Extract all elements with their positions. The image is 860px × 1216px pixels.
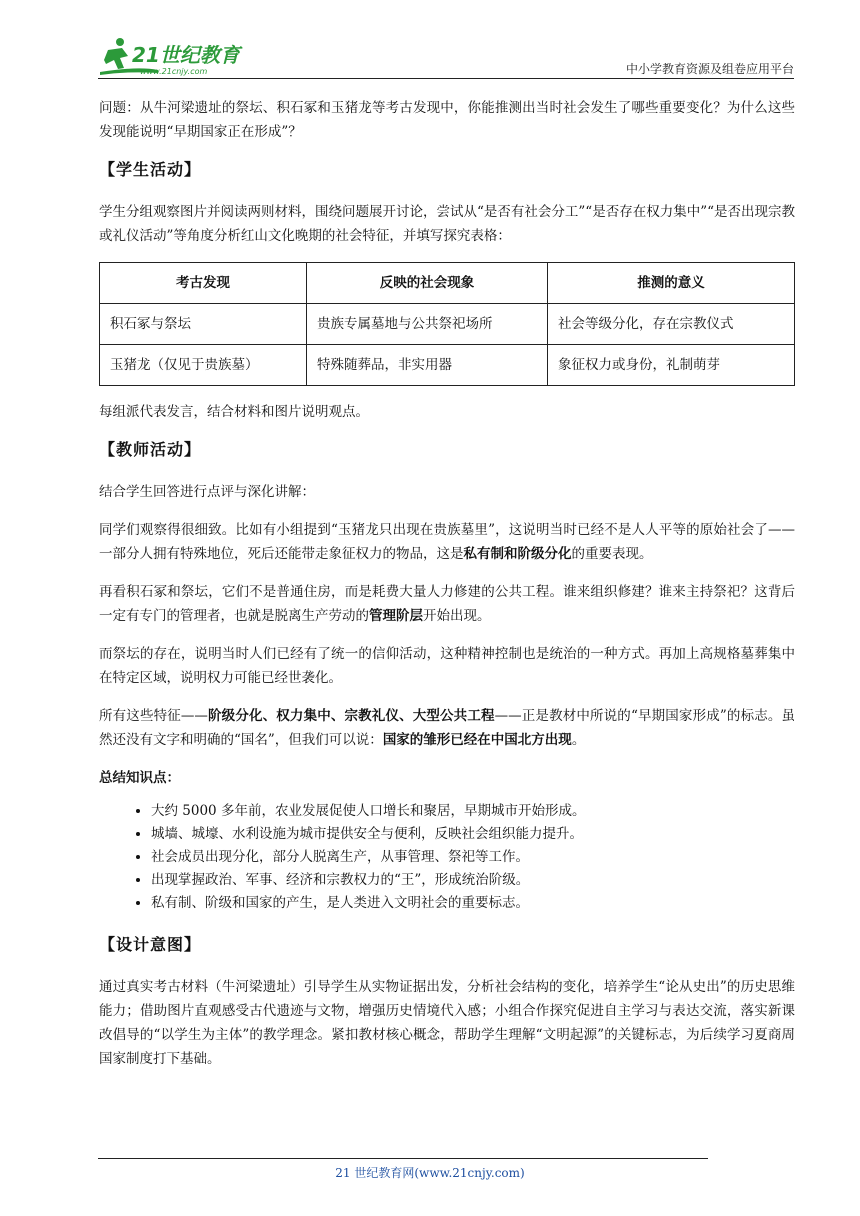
list-item: • 城墙、城壕、水利设施为城市提供安全与便利，反映社会组织能力提升。 — [151, 823, 795, 846]
text-run: 。 — [571, 732, 586, 748]
emphasis-text: 私有制和阶级分化 — [463, 546, 572, 562]
student-activity-text: 学生分组观察图片并阅读两则材料，围绕问题展开讨论，尝试从“是否有社会分工”“是否存在权力集中”“是否出现宗教或礼仪活动”等角度分析红山文化晚期的社会特征，并填写探究表格： — [99, 204, 796, 244]
table-cell: 社会等级分化，存在宗教仪式 — [548, 304, 795, 345]
design-intent-text: 通过真实考古材料（牛河梁遗址）引导学生从实物证据出发，分析社会结构的变化，培养学生“论从史出”的历史思维能力；借助图片直观感受古代遗迹与文物，增强历史情境代入感；小组合作探究促进自主学习与表达交流，落实新课改倡导的“以学生为主体”的教学理念。紧扣教材核心概念，帮助学生理解“文明起源”的关键标志，为后续学习夏商周国家制度打下基础。 — [99, 979, 795, 1067]
teacher-paragraph-4 — [99, 704, 795, 752]
emphasis-text: 阶级分化、权力集中、宗教礼仪、大型公共工程 — [207, 708, 495, 724]
intro-question: 问题：从牛河梁遗址的祭坛、积石冢和玉猪龙等考古发现中，你能推测出当时社会发生了哪些重要变化？为什么这些发现能说明“早期国家正在形成”？ — [99, 100, 795, 140]
table-cell: 象征权力或身份，礼制萌芽 — [548, 345, 795, 386]
list-item: • 社会成员出现分化，部分人脱离生产，从事管理、祭祀等工作。 — [151, 846, 795, 869]
table-header-cell: 推测的意义 — [548, 263, 795, 304]
table-cell: 积石冢与祭坛 — [100, 304, 307, 345]
student-activity-after: 每组派代表发言，结合材料和图片说明观点。 — [99, 404, 369, 420]
text-run: ——正是教材中所说的“早期国家形成”的标志。虽然还没有文字和明确的“国名”，但我们可以说： — [99, 708, 796, 748]
footer-link[interactable]: 21 世纪教育网(www.21cnjy.com) — [335, 1166, 525, 1180]
summary-title: 总结知识点： — [99, 770, 180, 786]
teacher-paragraph-3: 而祭坛的存在，说明当时人们已经有了统一的信仰活动，这种精神控制也是统治的一种方式。再加上高规格墓葬集中在特定区域，说明权力可能已经世袭化。 — [99, 646, 795, 686]
table-row — [100, 304, 795, 345]
teacher-activity-heading: 【教师活动】 — [99, 440, 202, 459]
svg-text:www.21cnjy.com: www.21cnjy.com — [140, 67, 208, 76]
text-run: 再看积石冢和祭坛，它们不是普通住房，而是耗费大量人力修建的公共工程。谁来组织修建？谁来主持祭祀？这背后一定有专门的管理者，也就是脱离生产劳动的 — [99, 584, 795, 624]
table-header-cell: 考古发现 — [100, 263, 307, 304]
list-item: • 出现掌握政治、军事、经济和宗教权力的“王”，形成统治阶级。 — [151, 869, 795, 892]
text-run: 同学们观察得很细致。比如有小组提到“玉猪龙只出现在贵族墓里”，这说明当时已经不是人人平等的原始社会了——一部分人拥有特殊地位，死后还能带走象征权力的物品，这是 — [99, 522, 795, 562]
summary-list — [99, 800, 795, 915]
table-header-cell: 反映的社会现象 — [307, 263, 548, 304]
table-cell: 玉猪龙（仅见于贵族墓） — [100, 345, 307, 386]
table-cell: 特殊随葬品，非实用器 — [307, 345, 548, 386]
teacher-paragraph-2 — [99, 580, 795, 628]
student-activity-heading: 【学生活动】 — [99, 160, 202, 179]
emphasis-text: 国家的雏形已经在中国北方出现 — [382, 732, 572, 748]
table-header-row — [100, 263, 795, 304]
teacher-intro: 结合学生回答进行点评与深化讲解： — [99, 484, 315, 500]
text-run: 的重要表现。 — [571, 546, 653, 562]
list-item: • 大约 5000 多年前，农业发展促使人口增长和聚居，早期城市开始形成。 — [151, 800, 795, 823]
emphasis-text: 管理阶层 — [369, 608, 423, 624]
teacher-paragraph-1 — [99, 518, 795, 566]
inquiry-table — [99, 262, 795, 386]
table-cell: 贵族专属墓地与公共祭祀场所 — [307, 304, 548, 345]
list-item: • 私有制、阶级和国家的产生，是人类进入文明社会的重要标志。 — [151, 892, 795, 915]
table-row — [100, 345, 795, 386]
text-run: 开始出现。 — [423, 608, 491, 624]
page-header — [98, 30, 794, 80]
design-intent-heading: 【设计意图】 — [99, 935, 202, 954]
document-body — [99, 96, 795, 1085]
svg-text:21世纪教育: 21世纪教育 — [132, 43, 240, 67]
site-logo — [98, 36, 268, 76]
platform-name: 中小学教育资源及组卷应用平台 — [625, 62, 794, 76]
footer-divider — [98, 1158, 708, 1159]
header-divider — [98, 78, 794, 79]
text-run: 所有这些特征—— — [99, 708, 208, 724]
